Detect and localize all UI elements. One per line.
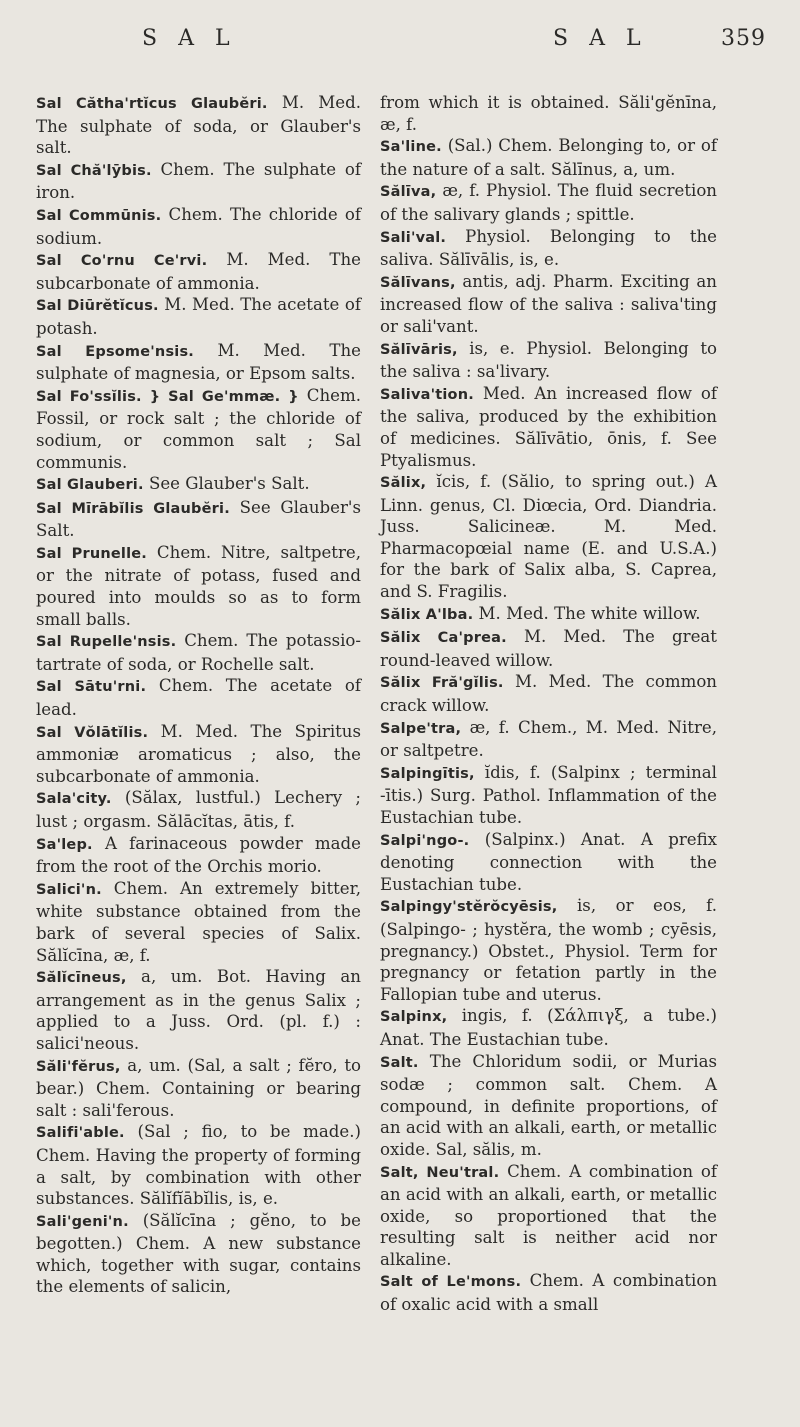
entry-definition: Chem. A combination of an acid with an alkali, earth, or metallic oxide, so proportioned that the resulting salt is neither acid nor alkaline. xyxy=(380,1161,718,1269)
entry-headword: Sălix Fră'gĭlis. xyxy=(380,675,504,692)
entry-definition: (Sal.) Chem. Belonging to, or of the nature of a salt. Sălīnus, a, um. xyxy=(380,136,717,179)
dictionary-entry xyxy=(36,1055,361,1122)
entry-headword: Sal Rupelle'nsis. xyxy=(36,634,177,651)
dictionary-entry xyxy=(380,1161,717,1271)
entry-headword: Sălix Ca'prea. xyxy=(380,630,507,647)
dictionary-entry xyxy=(380,717,717,762)
entry-definition: Chem. An extremely bitter, white substance obtained from the bark of several species of Salix. Sălĭcīna, æ, f. xyxy=(36,878,361,965)
dictionary-entry xyxy=(36,294,361,339)
entry-definition: M. Med. The sulphate of magnesia, or Epsom salts. xyxy=(36,340,361,384)
entry-headword: Sal Epsome'nsis. xyxy=(36,343,194,360)
entry-definition: ĭdis, f. (Salpinx ; terminal -ītis.) Surg. Pathol. Inflammation of the Eustachian tube. xyxy=(380,762,717,827)
running-head-right: S A L xyxy=(553,26,648,51)
entry-headword: Sălix A'lba. xyxy=(380,606,474,623)
entry-definition: is, or eos, f. (Salpingo- ; hystĕra, the womb ; cyēsis, pregnancy.) Obstet., Physiol. Term for pregnancy or fetation partly in the Fallopian tube and uterus. xyxy=(380,896,717,1004)
entry-headword: Sal Prunelle. xyxy=(36,545,148,562)
entry-definition: (Sal ; fio, to be made.) Chem. Having the property of forming a salt, by combination with other substances. Sălĭfĭābĭlis, is, e. xyxy=(36,1122,361,1209)
entry-headword: Salpingītis, xyxy=(380,765,475,782)
dictionary-entry xyxy=(380,1270,717,1315)
dictionary-entry xyxy=(380,338,717,383)
dictionary-entry xyxy=(380,471,717,603)
dictionary-entry xyxy=(380,829,717,896)
entry-headword: Sali'geni'n. xyxy=(36,1213,129,1230)
entry-definition: æ, f. Chem., M. Med. Nitre, or saltpetre. xyxy=(380,717,717,761)
dictionary-entry xyxy=(380,383,717,471)
dictionary-entry xyxy=(36,340,361,385)
entry-headword: Sali'val. xyxy=(380,229,447,246)
entry-definition: ĭcis, f. (Sălio, to spring out.) A Linn. genus, Cl. Diœcia, Ord. Diandria. Juss. Salicineæ. M. Med. Pharmacopœial name (E. and U.S.A.) for the bark of Salix alba, S. Caprea, and S. Fragilis. xyxy=(380,472,717,602)
entry-definition: M. Med. The white willow. xyxy=(473,603,701,623)
dictionary-entry xyxy=(36,497,361,542)
dictionary-entry xyxy=(36,92,361,159)
entry-headword: Sălĭcīneus, xyxy=(36,970,127,987)
entry-definition: M. Med. The great round-leaved willow. xyxy=(380,627,717,670)
dictionary-entry xyxy=(36,966,361,1054)
entry-definition: Chem. Fossil, or rock salt ; the chloride of sodium, or common salt ; Sal communis. xyxy=(36,385,361,472)
entry-definition: Chem. The potassio-tartrate of soda, or Rochelle salt. xyxy=(36,631,361,674)
entry-headword: Salt. xyxy=(380,1054,419,1071)
entry-headword: Sal Fo'ssĭlis. } Sal Ge'mmæ. } xyxy=(36,388,299,405)
entry-definition: M. Med. The Spiritus ammoniæ aromaticus ; also, the subcarbonate of ammonia. xyxy=(36,721,362,786)
entry-definition: The Chloridum sodii, or Murias sodæ ; common salt. Chem. A compound, in definite proportions, of an acid with an alkali, earth, or metallic oxide. Sal, sălis, m. xyxy=(380,1051,717,1159)
entry-definition: a, um. (Sal, a salt ; fĕro, to bear.) Chem. Containing or bearing salt : sali'ferous. xyxy=(36,1055,361,1120)
dictionary-entry xyxy=(380,226,717,271)
entry-definition: (Salpinx.) Anat. A prefix denoting connection with the Eustachian tube. xyxy=(380,829,717,894)
entry-headword: Sal Mīrābĭlis Glaubĕri. xyxy=(36,500,230,517)
entry-headword: Sa'line. xyxy=(380,139,442,156)
entry-headword: Sal Cătha'rtĭcus Glaubĕri. xyxy=(36,96,268,112)
entry-headword: Salifi'able. xyxy=(36,1125,125,1142)
dictionary-entry xyxy=(380,762,717,829)
entry-definition: M. Med. The common crack willow. xyxy=(380,672,717,716)
dictionary-entry xyxy=(380,1005,717,1050)
entry-headword: Sal Glauberi. xyxy=(36,477,144,494)
dictionary-entry xyxy=(380,92,717,135)
entry-definition: is, e. Physiol. Belonging to the saliva : sa'livary. xyxy=(380,338,717,382)
dictionary-entry xyxy=(380,271,717,338)
dictionary-entry xyxy=(36,473,361,497)
entry-definition: Chem. The chloride of sodium. xyxy=(36,204,361,248)
entry-headword: Sălīva, xyxy=(380,184,437,201)
entry-headword: Sal Sātu'rni. xyxy=(36,679,147,696)
dictionary-entry xyxy=(380,895,717,1005)
entry-definition: ingis, f. (Σάλπιγξ, a tube.) Anat. The Eustachian tube. xyxy=(380,1006,717,1049)
entry-headword: Sala'city. xyxy=(36,791,112,808)
entry-headword: Sal Vŏlātĭlis. xyxy=(36,724,149,741)
dictionary-entry xyxy=(36,204,361,249)
entry-headword: Salpe'tra, xyxy=(380,720,462,737)
page-number: 359 xyxy=(721,26,766,51)
entry-definition: (Sălĭcīna ; gĕno, to be begotten.) Chem. A new substance which, together with sugar, contains the elements of salicin, xyxy=(36,1210,361,1297)
entry-definition: A farinaceous powder made from the root of the Orchis morio. xyxy=(36,833,361,877)
dictionary-entry xyxy=(36,249,361,294)
dictionary-entry xyxy=(36,833,361,878)
entry-headword: Sălīvāris, xyxy=(380,341,458,358)
entry-definition: M. Med. The sulphate of soda, or Glauber's salt. xyxy=(36,93,361,158)
entry-headword: Salt, Neu'tral. xyxy=(380,1164,500,1181)
dictionary-entry xyxy=(380,1051,717,1161)
right-column xyxy=(380,92,717,1316)
entry-definition: (Sălax, lustful.) Lechery ; lust ; orgasm. Sălācĭtas, ātis, f. xyxy=(36,788,361,831)
dictionary-entry xyxy=(36,1210,361,1298)
dictionary-entry xyxy=(36,787,361,832)
entry-headword: Salpingy'stĕrŏcyēsis, xyxy=(380,899,558,916)
entry-headword: Sal Commūnis. xyxy=(36,207,162,224)
dictionary-entry xyxy=(36,542,361,630)
entry-definition: a, um. Bot. Having an arrangement as in the genus Salix ; applied to a Juss. Ord. (pl. f.) : salici'neous. xyxy=(36,967,361,1053)
entry-headword: Salpinx, xyxy=(380,1009,448,1026)
entry-headword: Sălīvans, xyxy=(380,274,456,291)
dictionary-entry xyxy=(36,630,361,675)
dictionary-entry xyxy=(380,603,717,627)
entry-definition: M. Med. The acetate of potash. xyxy=(36,295,361,338)
entry-headword: Sal Diūrĕtĭcus. xyxy=(36,298,159,315)
entry-headword: Sa'lep. xyxy=(36,836,93,853)
entry-definition: Physiol. Belonging to the saliva. Sălīvālis, is, e. xyxy=(380,226,717,270)
entry-headword: Salici'n. xyxy=(36,881,102,898)
dictionary-entry xyxy=(36,1121,361,1209)
entry-definition: from which it is obtained. Săli'gĕnīna, æ, f. xyxy=(380,93,717,134)
entry-headword: Saliva'tion. xyxy=(380,386,474,403)
entry-definition: M. Med. The subcarbonate of ammonia. xyxy=(36,250,362,293)
running-head xyxy=(36,26,766,62)
entry-definition: antis, adj. Pharm. Exciting an increased flow of the saliva : saliva'ting or sali'vant. xyxy=(380,271,717,336)
entry-headword: Sal Chă'lȳbis. xyxy=(36,162,152,179)
dictionary-entry xyxy=(380,626,717,671)
entry-headword: Sal Co'rnu Ce'rvi. xyxy=(36,253,208,270)
left-column xyxy=(36,92,361,1298)
entry-definition: æ, f. Physiol. The fluid secretion of the salivary glands ; spittle. xyxy=(380,181,717,224)
dictionary-entry xyxy=(36,159,361,204)
dictionary-entry xyxy=(380,180,717,225)
dictionary-entry xyxy=(36,721,361,788)
entry-headword: Salpi'ngo-. xyxy=(380,832,470,849)
entry-headword: Sălix, xyxy=(380,475,427,492)
entry-definition: See Glauber's Salt. xyxy=(36,497,361,541)
dictionary-entry xyxy=(36,878,361,966)
dictionary-entry xyxy=(36,675,361,720)
entry-definition: Chem. The sulphate of iron. xyxy=(36,159,361,203)
dictionary-entry xyxy=(380,671,717,716)
entry-headword: Săli'fĕrus, xyxy=(36,1058,121,1075)
entry-headword: Salt of Le'mons. xyxy=(380,1274,522,1291)
entry-definition: Chem. Nitre, saltpetre, or the nitrate of potass, fused and poured into moulds so as to form small balls. xyxy=(36,542,361,629)
entry-definition: Chem. The acetate of lead. xyxy=(36,676,361,720)
dictionary-entry xyxy=(36,385,361,473)
entry-definition: See Glauber's Salt. xyxy=(143,474,310,494)
entry-definition: Med. An increased flow of the saliva, produced by the exhibition of medicines. Sălīvātio, ōnis, f. See Ptyalismus. xyxy=(380,383,717,470)
entry-definition: Chem. A combination of oxalic acid with a small xyxy=(380,1271,718,1315)
dictionary-entry xyxy=(380,135,717,180)
running-head-left: S A L xyxy=(142,26,237,51)
